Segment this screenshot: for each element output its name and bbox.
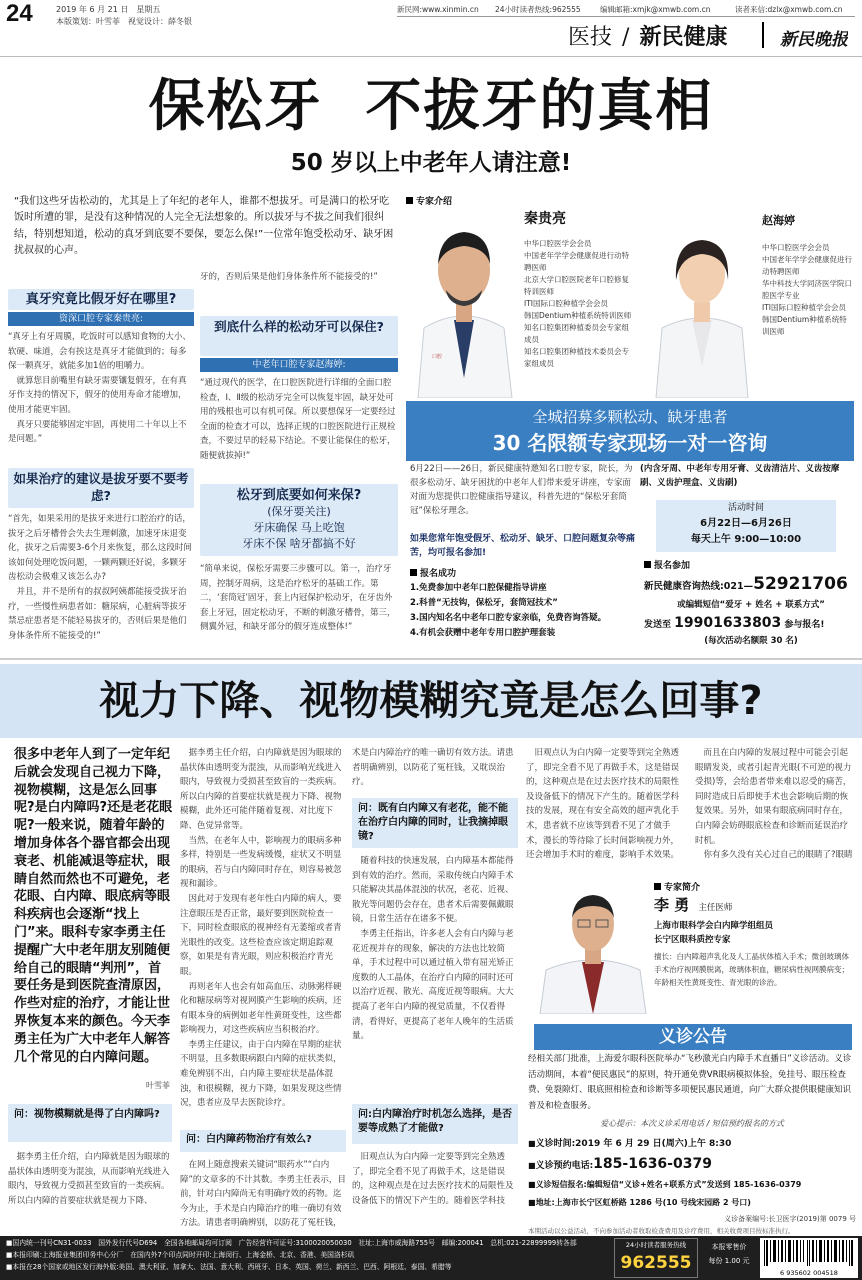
time-label: 活动时间 xyxy=(727,503,764,513)
website: 新民网:www.xinmin.cn xyxy=(397,5,479,14)
footer-line3: ■本报在28个国家或地区发行海外版:美国、澳大利亚、加拿大、法国、意大利、西班牙、日本、英国、荷兰、新西兰、巴西、阿根廷、泰国、希腊等 xyxy=(6,1263,452,1271)
section4-line1: 牙床确保 马上吃饱 xyxy=(253,521,345,534)
section-divider xyxy=(762,22,764,48)
time-hours: 每天上午 9:00—10:00 xyxy=(690,534,802,545)
expert-liyong-name: 李 勇 xyxy=(654,896,690,914)
footer-line2: ■本报印刷:上海报业集团印务中心分厂 在国内外7个印点同时开印:上海闵行、上海金桥、北京、香港、美国洛杉矶 xyxy=(6,1251,355,1259)
reg-send xyxy=(644,612,858,635)
reg-hotline xyxy=(644,573,858,598)
disclaimer: 本期活动以公益活动，不向参加活动者收取检查费用及诊疗费用，相关收费项目按标准执行。 xyxy=(528,1227,795,1235)
expert1-bio: 中华口腔医学会会员 中国老年学学会健康促进行动特聘医师 北京大学口腔医院老年口腔修复特训医师 ITI国际口腔种植学会会员 韩国Dentium种植系统特训医师 知名口腔集团种植委员会专家组成员 知名口腔集团种植技术委员会专家组成员 xyxy=(524,239,632,368)
article2-lead: 很多中老年人到了一定年纪后就会发现自己视力下降，视物模糊，这是怎么回事呢?是白内障吗?还是老花眼呢?一般来说，随着年龄的增加身体各个器官都会出现衰老、机能减退等症状，眼睛自然而然也不可避免，老花眼、白内障、眼底病等眼科疾病也会逐渐“找上门”来。眼科专家李勇主任提醒广大中老年朋友别随便给自己的眼睛“判刑”，首要任务是到医院查清原因，作些对症的治疗，才能让世界恢复本来的颜色。今天李勇主任为广大中老年人解答几个常见的白内障问题。 xyxy=(14,747,173,1065)
question4: 问:白内障治疗时机怎么选择，是否要等成熟了才能做? xyxy=(352,1104,518,1144)
question3: 问：既有白内障又有老花，能不能在治疗白内障的同时，让我摘掉眼镜? xyxy=(352,798,518,848)
benefit-item: 1.免费参加中老年口腔保健指导讲座 xyxy=(410,583,547,593)
editor-email: 编辑邮箱:xmjk@xmwb.com.cn xyxy=(600,5,711,14)
masthead xyxy=(0,0,862,66)
section3-subtitle: 中老年口腔专家赵海婷: xyxy=(200,358,398,372)
section4-subtitle: (保牙要关注) xyxy=(267,505,331,518)
reader-hotline: 24小时读者热线:962555 xyxy=(495,5,581,14)
notice-tip: 爱心提示：本次义诊采用电话 / 短信预约报名的方式 xyxy=(600,1119,784,1128)
activity-time-box xyxy=(656,500,836,552)
expert-liyong xyxy=(526,878,854,1018)
section-sep: / xyxy=(622,25,630,50)
expert2-photo xyxy=(650,216,754,398)
reg-limit: (每次活动名额限 30 名) xyxy=(704,636,798,646)
reader-email: 读者来信:dzlx@xmwb.com.cn xyxy=(735,5,843,14)
section3-body: “通过现代的医学，在口腔医院进行详细的全面口腔检查，Ⅰ、Ⅱ级的松动牙完全可以恢复牢固，缺牙处可用的残根也可以有机可保。所以要想保牙一定要经过全面的检查才可以，选择正规的口腔医院进行正规检查，不要过早的轻易下结论。不要让能保住的松牙，随便就拔掉!” xyxy=(200,378,396,461)
reg-sms: 或编辑短信“爱牙 + 姓名 + 联系方式” xyxy=(677,600,825,610)
info-sms: ■义诊短信报名:编辑短信“义诊+姓名+联系方式”发送到 185-1636-0379 xyxy=(528,1180,802,1189)
success-label xyxy=(410,567,640,581)
section2-title: 如果治疗的建议是拔牙要不要考虑? xyxy=(8,468,194,508)
experts-label-text: 专家介绍 xyxy=(416,197,453,207)
answer2-continued: 术是白内障治疗的唯一确切有效方法。请患者明确辨别，以防花了冤枉钱，又耽误治疗。 xyxy=(352,748,514,788)
registration-panel xyxy=(644,559,858,651)
section-title xyxy=(568,20,727,51)
info-time-label: 义诊时间: xyxy=(535,1139,576,1149)
answer4-body: 旧观点认为白内障一定要等到完全熟透了，即完全看不见了再做手术，这是错误的，这种观点是在过去医疗技术的局限性及设备低下的情况下产生的。随着医学科技的发展，现在有安全高效的超声乳化手术，患者就不应该等到看不见了才做手术，漫长的等待除了长时间影响视力外，还会增加手术时的难度，影响手术效果。 而且在白内障的发展过程中可能会引起眼睛发炎，或者引起青光眼(不可逆的视力受损)等，会给患者带来难以忍受的痛苦，同时造成日后即使手术也会影响后期的恢复效果。另外，如果有眼底病同时存在，白内障会妨碍眼底检查和诊断而延误治疗时机。 你有多久没有关心过自己的眼睛了?眼睛 xyxy=(526,748,853,861)
experts-label xyxy=(406,194,452,207)
success-panel xyxy=(410,567,640,649)
answer1-part1: 据李勇主任介绍，白内障就是因为眼球的晶状体由透明变为混浊，从而影响光线进入眼内，导致视力受损甚至致盲的一类疾病。所以白内障的首要症状就是视力下降、 xyxy=(8,1152,170,1206)
time-dates: 6月22日—6月26日 xyxy=(700,518,792,529)
expert-liyong-title: 主任医师 xyxy=(698,903,733,913)
info-address: ■地址:上海市长宁区虹桥路 1286 号(10 号线宋园路 2 号口) xyxy=(528,1198,751,1207)
section-a: 医技 xyxy=(568,25,613,50)
footer-line1: ■国内统一刊号CN31-0033 国外发行代号D694 全国各地邮局均可订阅 广告经营许可证号:3100020050030 社址:上海市威海路755号 邮编:200041 总机:021-22899999转各部 xyxy=(6,1239,577,1247)
footer-price xyxy=(702,1240,756,1268)
recruit-line1: 全城招募多颗松动、缺牙患者 xyxy=(532,408,728,426)
article2-byline: 叶雪菲 xyxy=(146,1081,170,1090)
article1-headline: 保松牙 不拔牙的真相 xyxy=(148,74,714,139)
editors: 本版策划：叶雪菲 视觉设计：薛冬银 xyxy=(56,17,192,26)
section4-line2: 牙床不保 啥牙都搞不好 xyxy=(242,537,356,550)
answer3-body: 随着科技的快速发展，白内障基本都能得到有效的治疗。然而，采取传统白内障手术只能解决其晶体混浊的状况，老花、近视、散光等问题仍会存在，患者术后需要佩戴眼镜，日常生活存在诸多不便。 李勇主任指出，许多老人会有白内障与老花近视并存的现象，解决的方法也比较简单，手术过程中可以通过植入带有屈光矫正度数的人工晶体，在治疗白内障的同时还可以治疗近视、散光、高度近视等眼病。大大提高了老年白内障的视觉质量，不仅看得清，看得好，更提高了老年人晚年的生活质量。 xyxy=(352,856,514,1042)
page-number: 24 xyxy=(6,0,33,27)
reg-hotline-no: 52921706 xyxy=(753,574,848,594)
issue-date: 2019 年 6 月 21 日 星期五 xyxy=(56,5,161,14)
info-sms-label: 义诊短信报名: xyxy=(535,1180,587,1189)
benefit-item: 4.有机会获赠中老年专用口腔护理套装 xyxy=(410,628,556,638)
benefit-item: 2.科普“无技钩，保松牙，套筒冠技术” xyxy=(410,598,558,608)
info-address-label: 地址: xyxy=(535,1198,555,1207)
reg-label xyxy=(644,559,858,573)
section4-body: “简单来说，保松牙需要三步骤可以。第一，治疗牙周，控制牙周病，这是治疗松牙的基础工作。第二，‘套筒冠’固牙，套上内冠保护松动牙，在牙齿外套上牙冠，固定松动牙，不断的刺激牙槽骨，第三，侧翼外冠，和缺牙部分的假牙连成整体!” xyxy=(200,564,396,633)
article1-col2 xyxy=(200,270,398,653)
info-phone-value: 185-1636-0379 xyxy=(593,1156,712,1172)
expert-liyong-label xyxy=(654,880,700,893)
expert-liyong-org2: 长宁区眼科质控专家 xyxy=(654,935,731,945)
article1-subhead: 50 岁以上中老年人请注意! xyxy=(290,150,572,176)
notice-body: 经相关部门批准，上海爱尔眼科医院举办“飞秒激光白内障手术直播日”义诊活动。义诊活动期间，本着“便民惠民”的原则，特开通免费VR眼病模拟体验，免挂号、眼压检查费、免裂隙灯、眼底照相检查和诊断等多项便民惠民通道，向广大群众提供眼健康知识普及和检查服务。 xyxy=(528,1054,852,1111)
section2-continued: 牙的，否则后果是他们身体条件所不能接受的!” xyxy=(200,272,378,282)
section1-subtitle: 资深口腔专家秦贵亮: xyxy=(8,312,194,326)
section1-body: “真牙上有牙周膜，吃饭时可以感知食物的大小、软硬、味道，会有挨这是真牙才能做到的；每多保一颗真牙，就能多加1倍的咀嚼力。 就算您目前嘴里有缺牙需要镶复假牙，在有真牙作支持的情况下，假牙的使用寿命才能增加，使用才能更牢固。 真牙只要能够固定牢固，再使用二十年以上不是问题。” xyxy=(8,332,191,445)
info-sms-value: 编辑短信“义诊+姓名+联系方式”发送到 185-1636-0379 xyxy=(586,1180,802,1189)
brand-logo: 新民晚报 xyxy=(780,30,848,50)
expert-liyong-photo xyxy=(538,882,648,1014)
benefit-item: 3.国内知名名中老年口腔专家亲临，免费咨询答疑。 xyxy=(410,613,607,623)
footer-price-value: 每份 1.00 元 xyxy=(708,1257,750,1265)
barcode-number: 6 935602 004518 xyxy=(780,1269,838,1277)
reg-label-text: 报名参加 xyxy=(654,561,691,571)
info-time: ■义诊时间:2019 年 6 月 29 日(周六)上午 8:30 xyxy=(528,1139,732,1149)
expert2-name: 赵海婷 xyxy=(762,214,795,227)
question1: 问：视物模糊就是得了白内障吗? xyxy=(8,1104,172,1142)
footer xyxy=(0,1236,862,1280)
section1-title: 真牙究竟比假牙好在哪里? xyxy=(8,289,194,310)
reg-send-end: 参与报名! xyxy=(781,620,825,630)
footer-hotline-box xyxy=(614,1238,698,1278)
reg-send-no: 19901633803 xyxy=(674,615,782,631)
recruit-banner xyxy=(406,401,854,461)
info-address-value: 上海市长宁区虹桥路 1286 号(10 号线宋园路 2 号口) xyxy=(554,1198,751,1207)
question2: 问：白内障药物治疗有效么? xyxy=(180,1130,346,1152)
section-b: 新民健康 xyxy=(639,24,728,50)
expert-liyong-org1: 上海市眼科学会白内障学组组员 xyxy=(654,921,774,931)
recruit-content-tags: (内含牙周、中老年专用牙膏、义齿清洁片、义齿按摩刷、义齿护理盒、义齿刷) xyxy=(640,464,840,488)
expert2-bio: 中华口腔医学会会员 中国老年学学会健康促进行动特聘医师 华中科技大学同济医学院口腔医学专业 ITI国际口腔种植学会会员 韩国Dentium种植系统特训医师 xyxy=(762,243,852,336)
recruit-highlight: 如果您常年饱受假牙、松动牙、缺牙、口腔问题复杂等痛苦，均可报名参加! xyxy=(410,534,635,558)
section2-body: “首先，如果采用的是拔牙来进行口腔治疗的话，拔牙之后牙槽骨会失去生理刺激，加速牙床退变化，拔牙之后需要3-6个月来恢复，那么这段时间该如何处理吃饭问题，一颗两颗还好说，多颗牙齿松动会极难又该怎么办? 并且，并不是所有的叔叔阿姨都能接受拔牙治疗，一些慢性病患者如：糖尿病，心脏病等拔牙禁忌症患者是不能轻易拔牙的，否则后果是他们身体条件所不能接受的!” xyxy=(8,514,192,641)
success-label-text: 报名成功 xyxy=(420,569,457,579)
article1-intro: “我们这些牙齿松动的，尤其是上了年纪的老年人，谁都不想拔牙。可是满口的松牙吃饭时所遭的罪，是没有这种情况的人完全无法想象的。所以拔牙与不拔之间我们很纠结，特别想知道，松动的真牙到底要不要保，要怎么保!”一位常年饱受松动牙、缺牙困扰叔叔的心声。 xyxy=(14,196,394,257)
recruit-line2: 30 名限额专家现场一对一咨询 xyxy=(492,431,768,455)
experts-panel xyxy=(406,194,854,399)
info-phone-label: 义诊预约电话: xyxy=(535,1161,594,1171)
recruit-body: 6月22日——26日，新民健康特邀知名口腔专家，院长，为很多松动牙、缺牙困扰的中老年人们带来爱牙讲座，专家面对面为您提供口腔健康指导建议，科普先进的“保松牙套筒冠”保松牙理念。 xyxy=(410,464,633,516)
article-divider xyxy=(0,658,862,660)
answer4-part1: 旧观点认为白内障一定要等到完全熟透了，即完全看不见了再做手术，这是错误的，这种观点是在过去医疗技术的局限性及设备低下的情况下产生的。随着医学科技 xyxy=(352,1152,514,1206)
reg-hotline-label: 新民健康咨询热线:021— xyxy=(644,581,754,592)
expert-liyong-name-row xyxy=(654,894,732,915)
info-phone: ■义诊预约电话:185-1636-0379 xyxy=(528,1156,712,1172)
ad-record-no: 义诊备案编号:长卫医字(2019)第 0079 号 xyxy=(724,1215,856,1223)
expert1-name: 秦贵亮 xyxy=(524,211,566,227)
expert1-photo xyxy=(410,208,518,398)
expert-liyong-label-text: 专家简介 xyxy=(664,883,701,893)
svg-text:口腔: 口腔 xyxy=(432,354,443,360)
answer1-body: 据李勇主任介绍，白内障就是因为眼球的晶状体由透明变为混浊，从而影响光线进入眼内，导致视力受损甚至致盲的一类疾病。所以白内障的首要症状就是视力下降、视物模糊，此外还可能伴随着复视、对比度下降、色觉异常等。 当然，在老年人中，影响视力的眼病多种多样，特别是一些发病缓慢，症状又不明显的眼病，若与白内障同时存在，则容易被忽视和漏诊。 因此对于发现有老年性白内障的病人，要注意眼压是否正常，最好要到医院检查一下，同时检查眼底的视神经有无萎缩或者青光眼性的改变。这些检查应该定期追踪观察，如果是有青光眼，则应积极治疗青光眼。 再则老年人也会有如高血压、动脉粥样硬化和糖尿病等对视网膜产生影响的疾病，还有眼本身的病例如老年性黄斑变性，这些都影响视力，对这些疾病应当积极治疗。 李勇主任建议，由于白内障在早期的症状不明显，且多数眼病跟白内障的症状类似，难免辨别不出，白内障主要症状是晶体混浊，和很模糊，视力下降，如果发现这些情况，患者应及早去医院诊疗。 xyxy=(180,748,342,1109)
barcode xyxy=(760,1238,858,1278)
expert-liyong-bio: 擅长：白内障超声乳化及人工晶状体植入手术；微创玻璃体手术治疗视网膜脱离，玻璃体积血，糖尿病性视网膜病变；年龄相关性黄斑变性、青光眼的诊治。 xyxy=(654,952,849,987)
article2-headline: 视力下降、视物模糊究竟是怎么回事? xyxy=(99,678,763,724)
section4-title: 松牙到底要如何来保? xyxy=(236,488,362,503)
answer2-body: 在网上随意搜索关键词“眼药水”“白内障”的文章多的不计其数。李勇主任表示，目前，针对白内障尚无有明确疗效的药物。迄今为止，手术是白内障治疗的唯一确切有效方法。请患者明确辨别，以防花了冤枉钱， xyxy=(180,1160,346,1229)
section4-box xyxy=(200,484,398,556)
reg-send-label: 发送至 xyxy=(644,620,675,630)
info-time-value: 2019 年 6 月 29 日(周六)上午 8:30 xyxy=(575,1139,732,1149)
masthead-rule xyxy=(397,16,855,17)
article1-col1 xyxy=(8,289,194,653)
section3-title: 到底什么样的松动牙可以保住? xyxy=(200,316,398,356)
notice-title-bar xyxy=(534,1024,852,1050)
footer-hotline-label: 24小时读者服务热线 xyxy=(625,1241,687,1249)
notice-title: 义诊公告 xyxy=(659,1027,727,1047)
notice-info xyxy=(528,1134,856,1214)
top-rule xyxy=(0,56,862,57)
footer-hotline-no: 962555 xyxy=(620,1253,692,1273)
footer-price-label: 本报零售价 xyxy=(711,1243,747,1251)
